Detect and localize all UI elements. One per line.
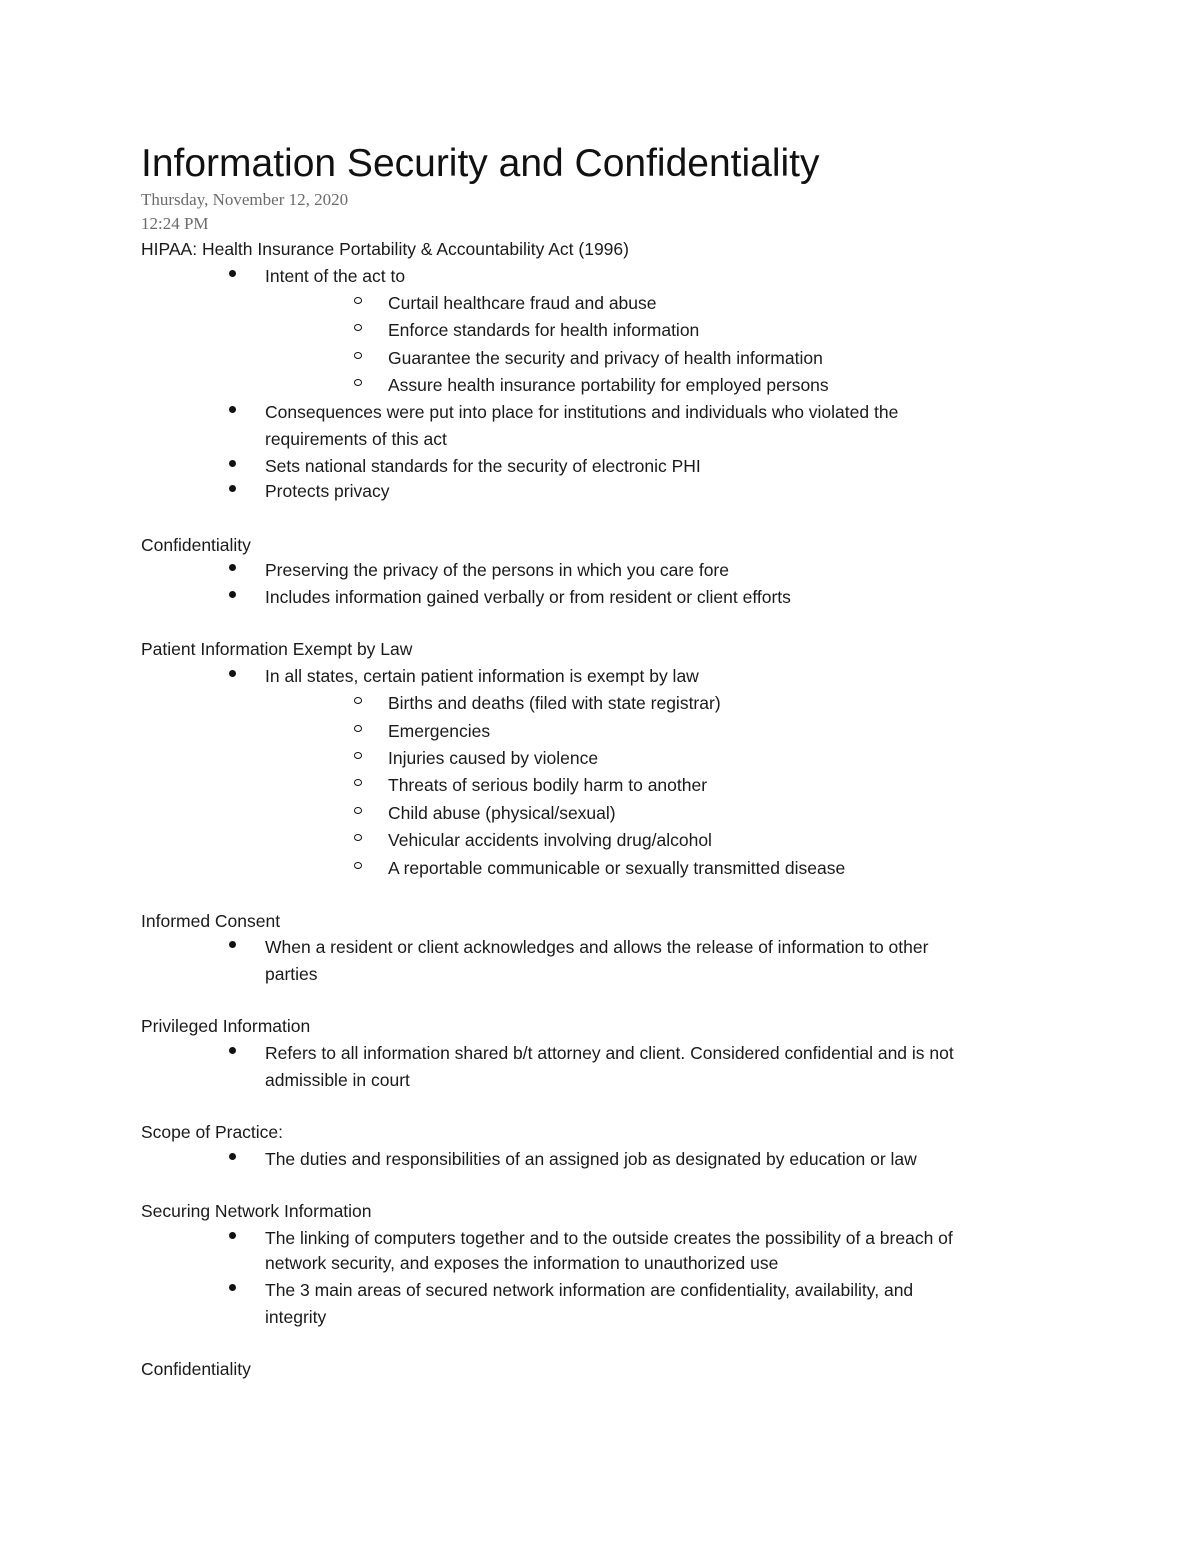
list-item: Guarantee the security and privacy of health information	[388, 348, 823, 368]
network-heading: Securing Network Information	[141, 1201, 372, 1221]
note-date: Thursday, November 12, 2020	[141, 190, 349, 209]
circle-bullet-icon	[354, 862, 362, 869]
hipaa-heading: HIPAA: Health Insurance Portability & Accountability Act (1996)	[141, 239, 629, 259]
list-item: Child abuse (physical/sexual)	[388, 803, 616, 823]
list-item: Preserving the privacy of the persons in which you care fore	[265, 560, 729, 580]
list-item-continuation: requirements of this act	[265, 429, 447, 449]
bullet-icon	[229, 1047, 236, 1054]
list-item: A reportable communicable or sexually transmitted disease	[388, 858, 846, 878]
circle-bullet-icon	[354, 297, 362, 304]
circle-bullet-icon	[354, 324, 362, 331]
list-item: Includes information gained verbally or from resident or client efforts	[265, 587, 791, 607]
circle-bullet-icon	[354, 807, 362, 814]
circle-bullet-icon	[354, 697, 362, 704]
list-item: Sets national standards for the security of electronic PHI	[265, 456, 701, 476]
bullet-icon	[229, 1232, 236, 1239]
list-item: The duties and responsibilities of an assigned job as designated by education or law	[265, 1149, 917, 1169]
list-item: Consequences were put into place for institutions and individuals who violated the	[265, 402, 899, 422]
circle-bullet-icon	[354, 352, 362, 359]
circle-bullet-icon	[354, 779, 362, 786]
list-item: In all states, certain patient information is exempt by law	[265, 666, 699, 686]
circle-bullet-icon	[354, 752, 362, 759]
page-title: Information Security and Confidentiality	[141, 142, 820, 185]
list-item: Births and deaths (filed with state registrar)	[388, 693, 721, 713]
list-item: Protects privacy	[265, 481, 390, 501]
circle-bullet-icon	[354, 379, 362, 386]
bullet-icon	[229, 670, 236, 677]
circle-bullet-icon	[354, 834, 362, 841]
bullet-icon	[229, 270, 236, 277]
list-item: Emergencies	[388, 721, 491, 741]
confidentiality-heading-2: Confidentiality	[141, 1359, 251, 1379]
list-item: Intent of the act to	[265, 266, 406, 286]
list-item: Threats of serious bodily harm to another	[388, 775, 708, 795]
list-item-continuation: integrity	[265, 1307, 327, 1327]
consent-heading: Informed Consent	[141, 911, 281, 931]
bullet-icon	[229, 941, 236, 948]
list-item: When a resident or client acknowledges and allows the release of information to other	[265, 937, 929, 957]
list-item-continuation: admissible in court	[265, 1070, 410, 1090]
bullet-icon	[229, 591, 236, 598]
list-item: Refers to all information shared b/t attorney and client. Considered confidential and is not	[265, 1043, 954, 1063]
bullet-icon	[229, 460, 236, 467]
list-item-continuation: parties	[265, 964, 318, 984]
list-item: Injuries caused by violence	[388, 748, 599, 768]
bullet-icon	[229, 406, 236, 413]
bullet-icon	[229, 1284, 236, 1291]
list-item-continuation: network security, and exposes the information to unauthorized use	[265, 1253, 779, 1273]
bullet-icon	[229, 1153, 236, 1160]
list-item: Curtail healthcare fraud and abuse	[388, 293, 657, 313]
list-item: Vehicular accidents involving drug/alcohol	[388, 830, 712, 850]
scope-heading: Scope of Practice:	[141, 1122, 284, 1142]
privileged-heading: Privileged Information	[141, 1016, 311, 1036]
circle-bullet-icon	[354, 725, 362, 732]
note-time: 12:24 PM	[141, 214, 209, 233]
confidentiality-heading: Confidentiality	[141, 535, 251, 555]
list-item: The 3 main areas of secured network information are confidentiality, availability, and	[265, 1280, 914, 1300]
list-item: Enforce standards for health information	[388, 320, 700, 340]
list-item: Assure health insurance portability for employed persons	[388, 375, 829, 395]
list-item: The linking of computers together and to the outside creates the possibility of a breach of	[265, 1228, 953, 1248]
bullet-icon	[229, 485, 236, 492]
bullet-icon	[229, 564, 236, 571]
exempt-heading: Patient Information Exempt by Law	[141, 639, 413, 659]
